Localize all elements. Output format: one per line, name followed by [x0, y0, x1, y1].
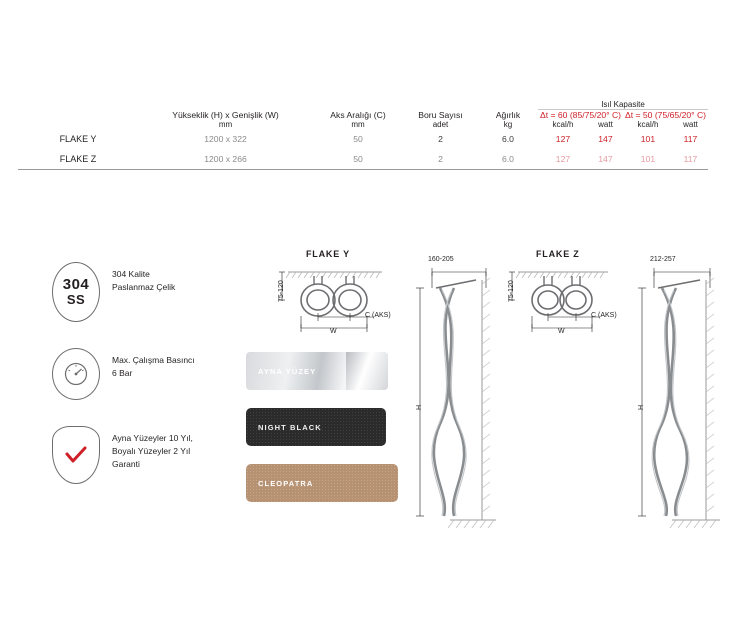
flake-y-side-view: [410, 258, 500, 548]
flake-y-h-label: H: [416, 404, 423, 410]
swatch-label: NIGHT BLACK: [258, 422, 322, 432]
flake-z-depth-dim: 212-257: [650, 256, 676, 263]
spacer-cell: [478, 100, 538, 110]
feature-list: [52, 262, 272, 510]
row-watt-60: 147: [598, 134, 613, 144]
finish-swatch-list: [246, 352, 398, 520]
row-kcal-50: 101: [640, 134, 656, 144]
row-pipes: 2: [403, 149, 478, 170]
feature-text: [112, 426, 193, 470]
header-axis: Aks Aralığı (C): [330, 109, 386, 120]
header-pipes-unit: adet: [432, 120, 449, 129]
spacer-cell: [313, 100, 403, 110]
swatch-mirror: [246, 352, 388, 390]
feature-text-line-1: 304 Kalite: [112, 269, 150, 279]
flake-z-side-view: [630, 258, 725, 548]
row-watt-50: 117: [683, 134, 698, 144]
header-weight-unit: kg: [503, 120, 513, 129]
flake-y-top-height-dim: 75-120: [278, 280, 285, 302]
header-delta-t-50: Δt = 50 (75/65/20° C): [624, 110, 707, 120]
header-watt-50: watt: [683, 120, 698, 129]
flake-z-top-view: [500, 262, 625, 342]
row-kcal-60: 127: [555, 134, 571, 144]
gauge-icon: [62, 360, 90, 388]
feature-item-pressure: [52, 348, 272, 400]
feature-text-line-2: Paslanmaz Çelik: [112, 281, 176, 292]
check-icon: [63, 442, 89, 468]
table-header-unit-row: [18, 120, 708, 129]
feature-text: [112, 348, 195, 380]
drawing-title-flake-z: FLAKE Z: [536, 249, 580, 259]
row-weight: 6.0: [478, 149, 538, 170]
table-header-group-row: [18, 100, 708, 110]
header-delta-t-60: Δt = 60 (85/75/20° C): [539, 110, 622, 120]
row-axis: 50: [313, 149, 403, 170]
feature-text-line-1: Max. Çalışma Basıncı: [112, 355, 195, 365]
row-weight: 6.0: [502, 134, 514, 144]
feature-text: [112, 262, 175, 294]
row-axis: 50: [353, 134, 363, 144]
feature-text-line-2: Boyalı Yüzeyler 2 Yıl: [112, 445, 191, 456]
flake-y-w-label: W: [330, 328, 337, 335]
swatch-cleopatra: [246, 464, 398, 502]
flake-y-c-label: C (AKS): [365, 312, 391, 319]
flake-z-c-label: C (AKS): [591, 312, 617, 319]
row-model: FLAKE Y: [59, 134, 97, 144]
feature-text-line-1: Ayna Yüzeyler 10 Yıl,: [112, 433, 193, 443]
feature-item-warranty: [52, 426, 272, 484]
specification-table: [18, 100, 708, 170]
spacer-cell: [403, 100, 478, 110]
row-dimensions: 1200 x 322: [204, 134, 247, 144]
table-row: [18, 149, 708, 170]
flake-z-side-drawing: [630, 258, 725, 548]
feature-item-steel-grade: [52, 262, 272, 322]
row-watt-60: 147: [588, 149, 623, 170]
row-dimensions: 1200 x 266: [138, 149, 313, 170]
swatch-label: AYNA YÜZEY: [258, 366, 317, 376]
header-weight: Ağırlık: [495, 109, 521, 120]
header-kcal-60: kcal/h: [552, 120, 574, 129]
header-dimensions: Yükseklik (H) x Genişlik (W): [172, 109, 279, 120]
badge-line-2: SS: [66, 292, 86, 308]
pressure-badge: [52, 348, 100, 400]
feature-text-line-3: Garanti: [112, 458, 140, 469]
flake-y-depth-dim: 160-205: [428, 256, 454, 263]
spacer-cell: [18, 100, 138, 110]
thermal-capacity-group-header: Isıl Kapasite: [538, 100, 708, 110]
flake-y-side-drawing: [410, 258, 500, 548]
steel-grade-badge: [52, 262, 100, 322]
spacer-cell: [138, 100, 313, 110]
badge-line-1: 304: [62, 276, 90, 294]
table-header-main-row: [18, 110, 708, 121]
header-kcal-50: kcal/h: [637, 120, 659, 129]
flake-z-top-height-dim: 75-120: [508, 280, 515, 302]
header-dimensions-unit: mm: [218, 120, 233, 129]
header-pipes: Boru Sayısı: [418, 109, 463, 120]
warranty-badge: [52, 426, 100, 484]
row-watt-50: 117: [673, 149, 708, 170]
header-axis-unit: mm: [351, 120, 365, 129]
flake-y-top-view: [270, 262, 395, 342]
row-model: FLAKE Z: [18, 149, 138, 170]
swatch-night-black: [246, 408, 386, 446]
header-watt-60: watt: [598, 120, 613, 129]
feature-text-line-2: 6 Bar: [112, 367, 133, 378]
swatch-label: CLEOPATRA: [258, 478, 314, 488]
row-kcal-60: 127: [538, 149, 588, 170]
drawing-title-flake-y: FLAKE Y: [306, 249, 350, 259]
row-kcal-50: 101: [623, 149, 673, 170]
table-row: [18, 129, 708, 149]
flake-z-h-label: H: [638, 404, 645, 410]
flake-z-w-label: W: [558, 328, 565, 335]
row-pipes: 2: [438, 134, 443, 144]
